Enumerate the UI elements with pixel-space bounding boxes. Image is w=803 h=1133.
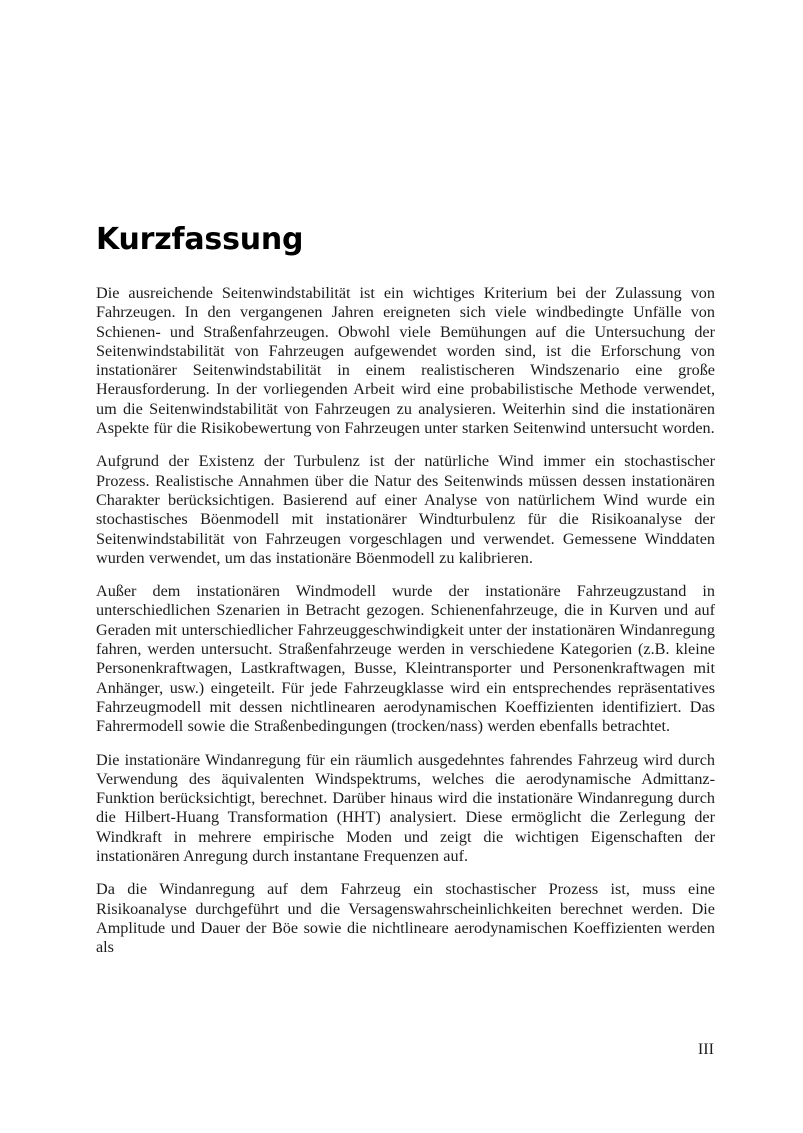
paragraph: Da die Windanregung auf dem Fahrzeug ein stochastischer Prozess ist, muss eine Risikoanalyse durchgeführt und die Versagenswahrscheinlichkeiten berechnet werden. Die Amplitude und Dauer der Böe sowie die nichtlineare aerodynamischen Koeffizienten werden als [96,880,715,957]
paragraph: Die ausreichende Seitenwindstabilität ist ein wichtiges Kriterium bei der Zulassung von Fahrzeugen. In den vergangenen Jahren ereigneten sich viele windbedingte Unfälle von Schienen- und Straßenfahrzeugen. Obwohl viele Bemühungen auf die Untersuchung der Seitenwindstabilität von Fahrzeugen aufgewendet worden sind, ist die Erforschung von instationärer Seitenwindstabilität in einem realistischeren Windszenario eine große Herausforderung. In der vorliegenden Arbeit wird eine probabilistische Methode verwendet, um die Seitenwindstabilität von Fahrzeugen zu analysieren. Weiterhin sind die instationären Aspekte für die Risikobewertung von Fahrzeugen unter starken Seitenwind untersucht worden. [96,284,715,438]
paragraph: Aufgrund der Existenz der Turbulenz ist der natürliche Wind immer ein stochastischer Prozess. Realistische Annahmen über die Natur des Seitenwinds müssen dessen instationären Charakter berücksichtigen. Basierend auf einer Analyse von natürlichem Wind wurde ein stochastisches Böenmodell mit instationärer Windturbulenz für die Risikoanalyse der Seitenwindstabilität von Fahrzeugen vorgeschlagen und verwendet. Gemessene Winddaten wurden verwendet, um das instationäre Böenmodell zu kalibrieren. [96,452,715,567]
paragraph: Die instationäre Windanregung für ein räumlich ausgedehntes fahrendes Fahrzeug wird durch Verwendung des äquivalenten Windspektrums, welches die aerodynamische Admittanz-Funktion berücksichtigt, berechnet. Darüber hinaus wird die instationäre Windanregung durch die Hilbert-Huang Transformation (HHT) analysiert. Diese ermöglicht die Zerlegung der Windkraft in mehrere empirische Moden und zeigt die wichtigen Eigenschaften der instationären Anregung durch instantane Frequenzen auf. [96,750,715,866]
abstract-body [96,284,715,958]
page-title: Kurzfassung [96,222,304,258]
page-number: III [697,1040,714,1058]
paragraph: Außer dem instationären Windmodell wurde der instationäre Fahrzeugzustand in unterschiedlichen Szenarien in Betracht gezogen. Schienenfahrzeuge, die in Kurven und auf Geraden mit unterschiedlicher Fahrzeuggeschwindigkeit unter der instationären Windanregung fahren, werden untersucht. Straßenfahrzeuge werden in verschiedene Kategorien (z.B. kleine Personenkraftwagen, Lastkraftwagen, Busse, Kleintransporter und Personenkraftwagen mit Anhänger, usw.) eingeteilt. Für jede Fahrzeugklasse wird ein entsprechendes repräsentatives Fahrzeugmodell mit dessen nichtlinearen aerodynamischen Koeffizienten identifiziert. Das Fahrermodell sowie die Straßenbedingungen (trocken/nass) werden ebenfalls betrachtet. [96,582,715,736]
